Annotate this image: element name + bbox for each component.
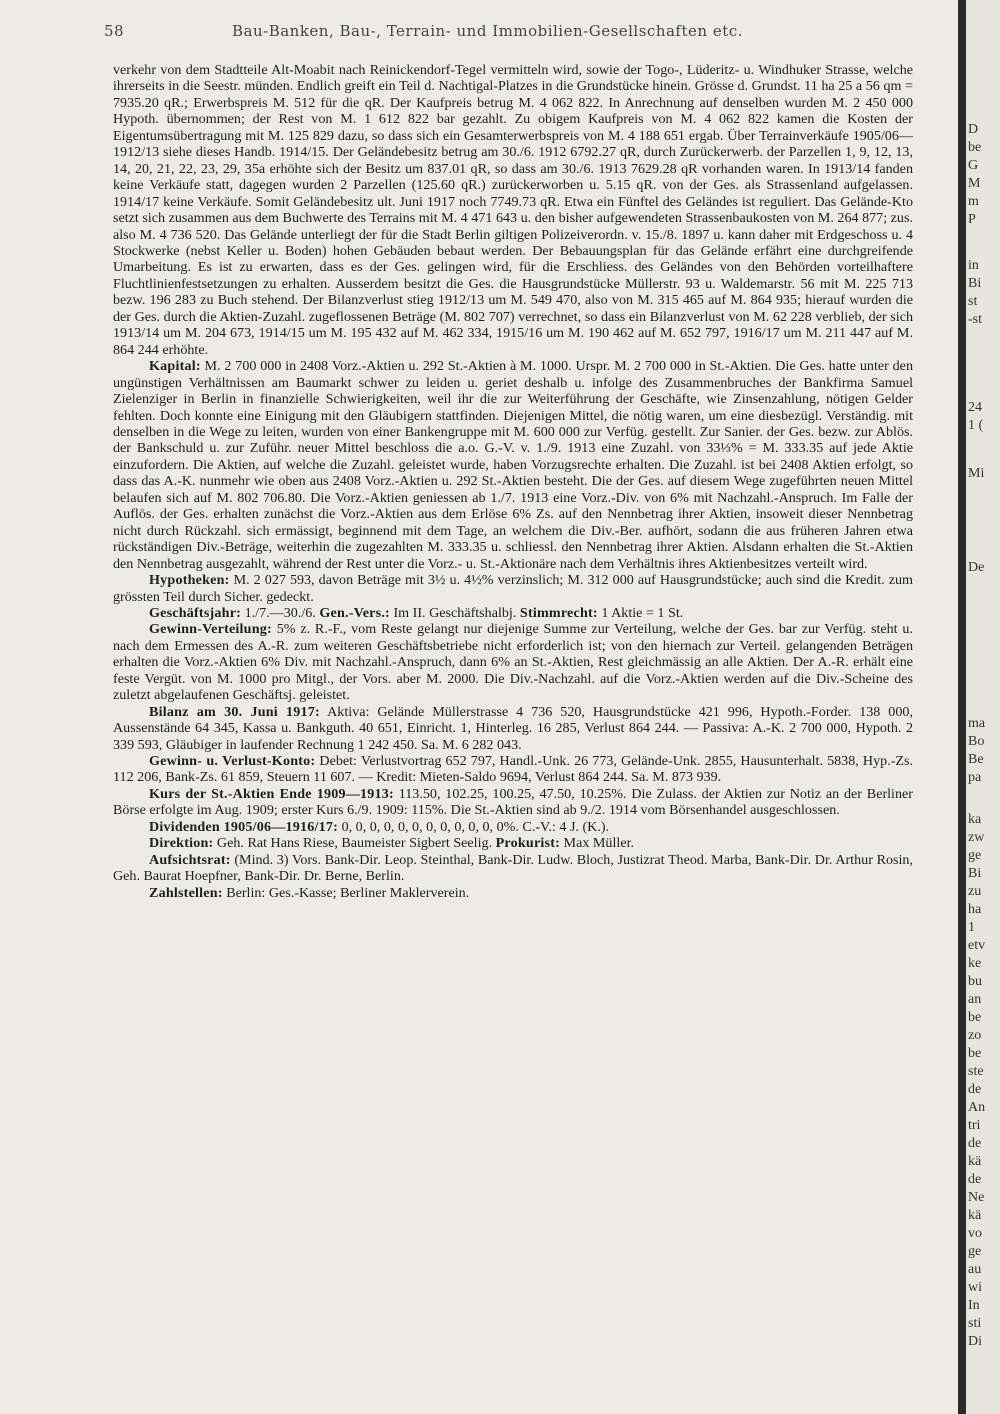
section-label-prokurist: Prokurist:	[495, 835, 561, 852]
page-header	[104, 22, 924, 44]
margin-fragment: Bo	[968, 734, 985, 749]
margin-fragment: de	[968, 1082, 982, 1097]
section-text: M. 2 027 593, davon Beträge mit 3½ u. 4½% verzinslich; M. 312 000 auf Hausgrundstücke; auch sind die Kredit. zum grössten Teil durch Sicher. gedeckt.	[113, 572, 914, 605]
margin-fragment: etv	[968, 938, 986, 953]
section-label: Kurs der St.-Aktien Ende 1909—1913:	[149, 785, 394, 802]
margin-fragment: 24	[968, 400, 982, 415]
margin-fragment: be	[968, 1046, 982, 1061]
section-label: Gewinn-Verteilung:	[149, 621, 272, 638]
section-label: Geschäftsjahr:	[149, 604, 242, 621]
margin-fragment: In	[968, 1298, 980, 1313]
section-label: Aufsichtsrat:	[149, 851, 231, 868]
margin-fragment: ge	[968, 848, 982, 863]
section-geschaeftsjahr	[113, 605, 913, 621]
margin-fragment: bu	[968, 974, 982, 989]
section-text-gen-vers: Im II. Geschäftshalbj.	[393, 604, 517, 621]
section-gewinn-verlust	[113, 753, 913, 786]
intro-paragraph: verkehr von dem Stadtteile Alt-Moabit nach Reinickendorf-Tegel vermitteln wird, sowie der Togo-, Lüderitz- u. Windhuker Strasse, welche ihrerseits in die Seestr. münden. Endlich greift ein Teil d. Nachtigal-Platzes in die Grundstücke hinein. Grösse d. Grundst. 11 ha 25 a 56 qm = 7935.20 qR.; Erwerbspreis M. 512 für die qR. Der Kaufpreis betrug M. 4 062 822. In Anrechnung auf denselben wurden M. 2 450 000 Hypoth. übernommen; der Rest von M. 1 612 822 bar gezahlt. Zu obigem Kaufpreis von M. 4 062 822 kamen die Kosten der Eigentumsübertragung mit M. 125 829 dazu, so dass sich ein Gesamterwerbspreis von M. 4 188 651 ergab. Über Terrainverkäufe 1905/06—1912/13 siehe dieses Handb. 1914/15. Der Geländebesitz betrug am 30./6. 1912 6792.27 qR, durch Zurückerwerb. der Parzellen 1, 9, 12, 13, 14, 20, 21, 22, 23, 29, 35a erhöhte sich der Besitz um 837.01 qR, so dass am 30./6. 1913 7629.28 qR vorhanden waren. In 1913/14 fanden keine Verkäufe statt, dagegen wurden 2 Parzellen (125.60 qR.) zurückerworben u. 5.15 qR. von der Ges. als Strassenland aufgelassen. 1914/17 keine Verkäufe. Somit Geländebesitz ult. Juni 1917 noch 7749.73 qR. Etwa ein Fünftel des Geländes ist reguliert. Das Gelände-Kto setzt sich zusammen aus dem Buchwerte des Terrains mit M. 4 471 643 u. den bisher aufgewendeten Strassenbaukosten von M. 264 877; zus. also M. 4 736 520. Das Gelände unterliegt der für die Stadt Berlin giltigen Polizeiverordn. v. 15./8. 1897 u. kann daher mit Erdgeschoss u. 4 Stockwerke (nebst Keller u. Boden) hohen Gebäuden bebaut werden. Der Bebauungsplan für das Gelände erfährt eine durchgreifende Umarbeitung. Es ist zu erwarten, dass es der Ges. gelingen wird, für die Erschliess. des Geländes von den Behörden vorteilhaftere Fluchtlinienfestsetzungen zu erhalten. Ausserdem besitzt die Ges. die Hausgrundstücke Müllerstr. 93 u. Waldemarstr. 56 mit M. 225 713 bezw. 196 283 zu Buch stehend. Der Bilanzverlust stieg 1912/13 um M. 549 470, also von M. 315 465 auf M. 864 935; hierauf wurden die der Ges. durch die Aktien-Zuzahl. zugeflossenen Beträge (M. 802 707) verrechnet, so dass ein Bilanzverlust von M. 62 228 verblieb, der sich 1913/14 um M. 204 673, 1914/15 um M. 195 432 auf M. 462 334, 1915/16 um M. 190 462 auf M. 652 797, 1916/17 um M. 211 447 auf M. 864 244 erhöhte.	[113, 62, 913, 358]
section-zahlstellen	[113, 885, 913, 901]
margin-fragment: ma	[968, 716, 986, 731]
section-text: Berlin: Ges.-Kasse; Berliner Maklerverein.	[226, 884, 470, 901]
section-label-stimmrecht: Stimmrecht:	[519, 604, 598, 621]
margin-fragment: ge	[968, 1244, 982, 1259]
margin-fragment: An	[968, 1100, 986, 1115]
section-label: Direktion:	[149, 835, 214, 852]
margin-fragment: sti	[968, 1316, 982, 1331]
margin-fragment: pa	[968, 770, 982, 785]
margin-fragment: ha	[968, 902, 982, 917]
margin-fragment: -st	[968, 312, 982, 327]
section-bilanz	[113, 704, 913, 753]
margin-fragment: zw	[968, 830, 985, 845]
article-body	[113, 62, 913, 901]
margin-fragment: an	[968, 992, 982, 1007]
section-kurs	[113, 786, 913, 819]
margin-fragment: zo	[968, 1028, 982, 1043]
section-hypotheken	[113, 572, 913, 605]
margin-fragment: Ne	[968, 1190, 985, 1205]
margin-fragment: in	[968, 258, 979, 273]
margin-fragment: M	[968, 176, 981, 191]
running-title: Bau-Banken, Bau-, Terrain- und Immobilien-Gesellschaften etc.	[232, 22, 743, 40]
section-text: 5% z. R.-F., vom Reste gelangt nur diejenige Summe zur Verteilung, welche der Ges. bar zur Verfüg. steht u. nach dem Ermessen des A.-R. zum weiteren Geschäftsbetriebe nicht erforderlich ist; von den hiernach zur Verteil. gelangenden Beträgen erhalten die Vorz.-Aktien 6% Div. mit Nachzahl.-Anspruch, dann 6% an St.-Aktien, Rest gleichmässig an alle Aktien. Der A.-R. erhält eine feste Vergüt. von M. 1000 pro Mitgl., der Vors. aber M. 2000. Die Div.-Nachzahl. auf die Vorz.-Aktien werden auf die Div.-Scheine des zuletzt abgelaufenen Geschäftsj. geleistet.	[113, 621, 913, 704]
section-label: Zahlstellen:	[149, 884, 223, 901]
section-label-gen-vers: Gen.-Vers.:	[319, 604, 390, 621]
margin-fragment: Be	[968, 752, 984, 767]
margin-fragment: De	[968, 560, 985, 575]
section-label: Kapital:	[149, 358, 201, 375]
margin-fragment: kä	[968, 1154, 982, 1169]
section-dividenden	[113, 819, 913, 835]
section-text: Debet: Verlustvortrag 652 797, Handl.-Unk. 26 773, Gelände-Unk. 2855, Hausunterhalt. 5838, Hyp.-Zs. 112 206, Bank-Zs. 61 859, Steuern 11 607. — Kredit: Mieten-Saldo 9694, Verlust 864 244. Sa. M. 873 939.	[113, 753, 914, 786]
margin-fragment: de	[968, 1172, 982, 1187]
margin-fragment: Bi	[968, 866, 982, 881]
margin-fragment: ka	[968, 812, 982, 827]
section-kapital	[113, 358, 913, 572]
margin-fragment: vo	[968, 1226, 982, 1241]
section-label: Gewinn- u. Verlust-Konto:	[149, 753, 316, 770]
section-text: Geh. Rat Hans Riese, Baumeister Sigbert Seelig.	[216, 835, 493, 852]
margin-fragment: be	[968, 1010, 982, 1025]
margin-fragment: wi	[968, 1280, 982, 1295]
margin-fragment: 1 (	[968, 418, 984, 433]
margin-fragment: be	[968, 140, 982, 155]
margin-fragment: Mi	[968, 466, 985, 481]
margin-fragment: au	[968, 1262, 982, 1277]
section-direktion	[113, 835, 913, 851]
section-label: Dividenden 1905/06—1916/17:	[149, 818, 339, 835]
margin-fragment: kä	[968, 1208, 982, 1223]
page-number: 58	[104, 22, 125, 40]
section-text: M. 2 700 000 in 2408 Vorz.-Aktien u. 292 St.-Aktien à M. 1000. Urspr. M. 2 700 000 in St.-Aktien. Die Ges. hatte unter den ungünstigen Verhältnissen am Baumarkt schwer zu leiden u. geriet deshalb u. infolge des Zusammenbruches der Bankfirma Samuel Zielenziger in Berlin in finanzielle Schwierigkeiten, weil ihr die zur Weiterführung der Geschäfte, wie Zinsenzahlung, nötigen Gelder fehlten. Doch konnte eine Einigung mit den Gläubigern stattfinden. Diejenigen Mittel, die nötig waren, um eine diesbezügl. Verständig. mit denselben in die Wege zu leiten, wurden von einer Bankengruppe mit M. 600 000 zur Verfüg. gestellt. Zur Sanier. der Ges. bezw. zur Ablös. der Bankschuld u. zur Zuführ. neuer Mittel beschloss die a.o. G.-V. v. 1./9. 1913 eine Zuzahl. von 33⅓% = M. 333.35 auf jede Aktie einzufordern. Die Aktien, auf welche die Zuzahl. geleistet wurde, haben Vorzugsrechte erhalten. Die Zuzahl. ist bei 2408 Aktien erfolgt, so dass das A.-K. nunmehr wie oben aus 2408 Vorz.-Aktien u. 292 St.-Aktien besteht. Die der Ges. auf diesem Wege zugeführten neuen Mittel belaufen sich auf M. 802 706.80. Die Vorz.-Aktien geniessen ab 1./7. 1913 eine Vorz.-Div. von 6% mit Nachzahl.-Anspruch. Im Falle der Auflös. der Ges. erhalten zunächst die Vorz.-Aktien aus dem Erlöse 6% Zs. auf den Nennbetrag ihrer Aktien, insoweit dieser Nennbetrag nicht durch Rückzahl. sich ermässigt, beginnend mit dem Tage, an welchem die Div.-Ber. aufhört, sodann die aus früheren Jahren etwa rückständigen Div.-Beträge, weiterhin die zugezahlten M. 333.35 u. schliessl. den Nennbetrag ihrer Aktien. Alsdann erhalten die St.-Aktien den Nennbetrag ausgezahlt, während der Rest unter die Vorz.- u. St.-Aktionäre nach dem Verhältnis ihres Aktienbesitzes verteilt wird.	[113, 358, 913, 572]
section-text-stimmrecht: 1 Aktie = 1 St.	[601, 604, 684, 621]
margin-fragment: ste	[968, 1064, 984, 1079]
margin-fragment: D	[968, 122, 979, 137]
section-text: 1./7.—30./6.	[244, 604, 316, 621]
margin-fragment: zu	[968, 884, 982, 899]
section-label: Bilanz am 30. Juni 1917:	[149, 703, 320, 720]
section-text: 0, 0, 0, 0, 0, 0, 0, 0, 0, 0, 0, 0%. C.-V.: 4 J. (K.).	[341, 818, 610, 835]
section-text-prokurist: Max Müller.	[563, 835, 635, 852]
section-label: Hypotheken:	[149, 572, 230, 589]
margin-fragment: ke	[968, 956, 982, 971]
margin-fragment: P	[968, 212, 976, 227]
margin-fragment: Di	[968, 1334, 982, 1349]
section-gewinn-verteilung	[113, 621, 913, 703]
margin-fragment: 1	[968, 920, 975, 935]
section-text: 113.50, 102.25, 100.25, 47.50, 10.25%. Die Zulass. der Aktien zur Notiz an der Berliner Börse erfolgte im Aug. 1909; erster Kurs 6./9. 1909: 115%. Die St.-Aktien sind ab 9./2. 1914 vom Börsenhandel ausgeschlossen.	[113, 785, 913, 819]
margin-fragment: tri	[968, 1118, 981, 1133]
margin-fragment: m	[968, 194, 979, 209]
facing-page-edge	[966, 0, 1000, 1414]
section-aufsichtsrat	[113, 852, 913, 885]
margin-fragment: st	[968, 294, 978, 309]
margin-fragment: G	[968, 158, 979, 173]
section-text: Aktiva: Gelände Müllerstrasse 4 736 520, Hausgrundstücke 421 996, Hypoth.-Forder. 138 000, Aussenstände 64 345, Kassa u. Bankguth. 40 651, Einricht. 1, Hinterleg. 16 285, Verlust 864 244. — Passiva: A.-K. 2 700 000, Hypoth. 2 339 593, Gläubiger in laufender Rechnung 1 242 450. Sa. M. 6 282 043.	[113, 703, 913, 753]
margin-fragment: Bi	[968, 276, 982, 291]
section-text: (Mind. 3) Vors. Bank-Dir. Leop. Steinthal, Bank-Dir. Ludw. Bloch, Justizrat Theod. Marba, Bank-Dir. Dr. Arthur Rosin, Geh. Baurat Hoepfner, Bank-Dir. Dr. Berne, Berlin.	[113, 851, 913, 885]
book-gutter	[958, 0, 966, 1414]
margin-fragment: de	[968, 1136, 982, 1151]
